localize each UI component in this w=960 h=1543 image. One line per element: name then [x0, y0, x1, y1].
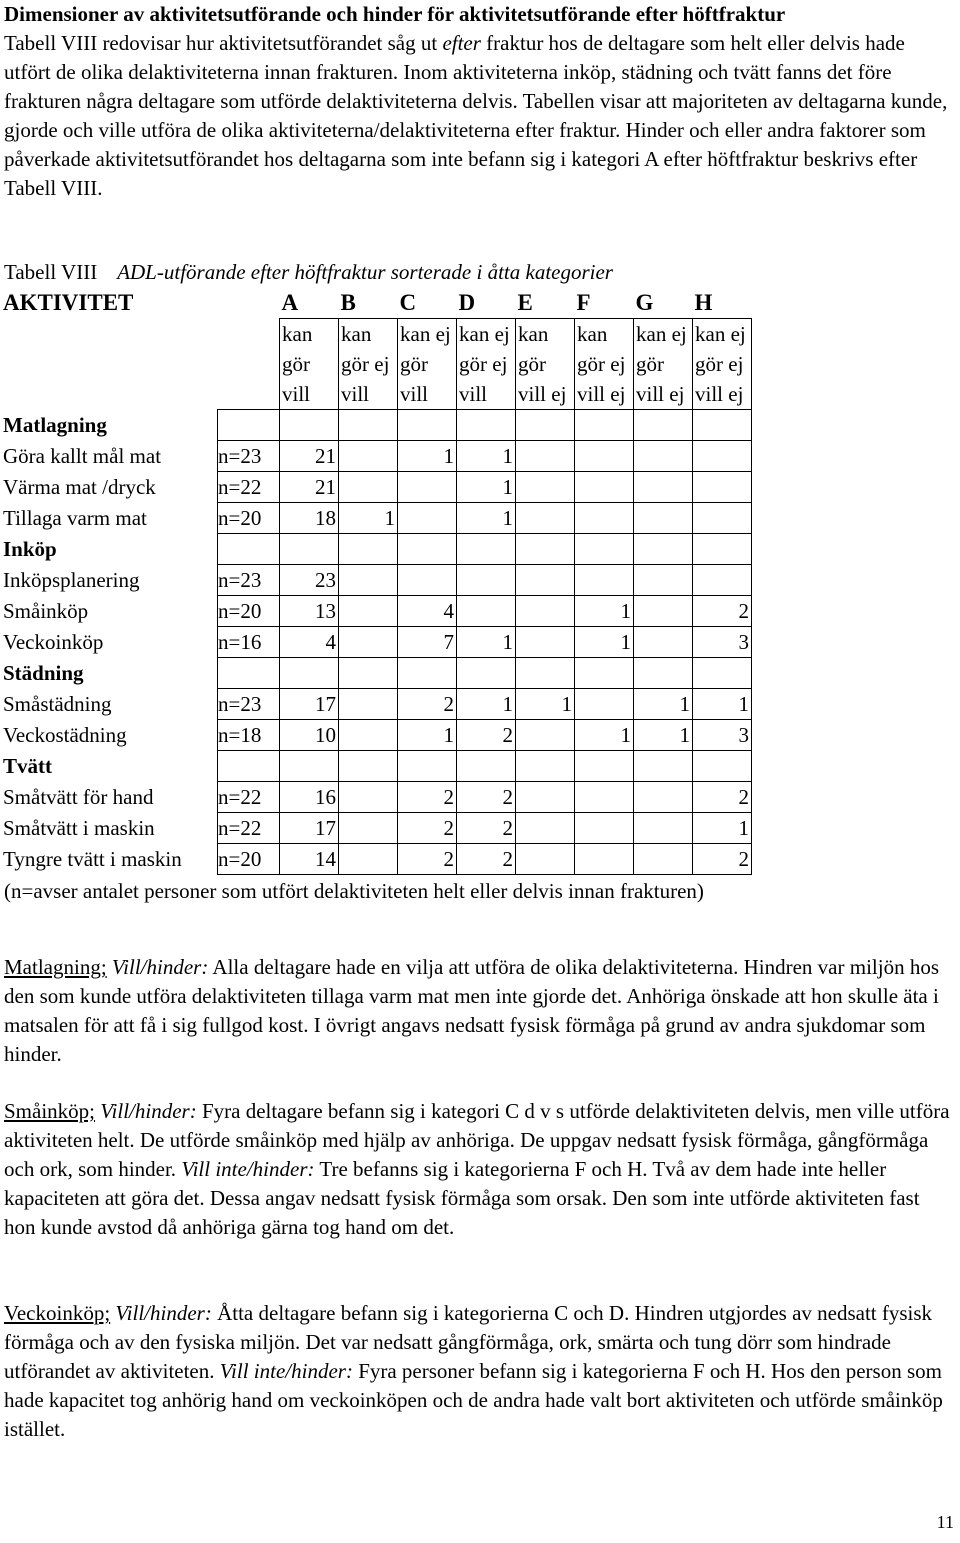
table-footnote: (n=avser antalet personer som utfört delaktiviteten helt eller delvis innan frakturen)	[4, 879, 704, 903]
subheader-line: vill	[341, 382, 370, 406]
activity-name: Göra kallt mål mat	[3, 444, 162, 468]
value-cell: 4	[398, 596, 457, 627]
n-count: n=22	[218, 813, 280, 844]
value-cell: 2	[457, 844, 516, 875]
value-cell	[516, 596, 575, 627]
value-cell	[339, 565, 398, 596]
value-cell: 2	[457, 813, 516, 844]
empty-cell	[516, 751, 575, 782]
value-cell	[634, 844, 693, 875]
activity-name: Tyngre tvätt i maskin	[3, 847, 182, 871]
paragraph-heading: Småinköp;	[4, 1099, 96, 1123]
value-cell	[339, 472, 398, 503]
value-cell: 21	[280, 472, 339, 503]
header-category: G	[635, 290, 654, 315]
value-cell: 7	[398, 627, 457, 658]
value-cell	[339, 596, 398, 627]
empty-cell	[516, 410, 575, 441]
value-cell: 1	[634, 689, 693, 720]
header-activity: AKTIVITET	[3, 290, 134, 316]
category-name: Matlagning	[3, 413, 107, 437]
activity-name: Värma mat /dryck	[3, 475, 156, 499]
value-cell	[516, 813, 575, 844]
empty-cell	[339, 410, 398, 441]
intro-text-start: Tabell VIII redovisar hur aktivitetsutförandet såg ut	[4, 31, 443, 55]
intro-text-rest: fraktur hos de deltagare som helt eller delvis hade utfört de olika delaktiviteterna innan frakturen. Inom aktiviteterna inköp, städning och tvätt fanns det före frakturen några deltagare som utförde delaktiviteterna delvis. Tabellen visar att majoriteten av deltagarna kunde, gjorde och ville utföra de olika aktiviteterna/delaktiviteterna efter fraktur. Hinder och eller andra faktorer som påverkade aktivitetsutförandet hos deltagarna som inte befann sig i kategori A efter höftfraktur beskrivs efter Tabell VIII.	[4, 31, 948, 200]
empty-cell	[516, 534, 575, 565]
value-cell	[634, 441, 693, 472]
header-category: B	[340, 290, 356, 315]
paragraph-italic-label: Vill/hinder:	[106, 955, 209, 979]
n-count: n=23	[218, 689, 280, 720]
subheader-line: gör	[636, 352, 664, 376]
subheader-line: kan	[577, 322, 608, 346]
table-row	[3, 782, 752, 813]
value-cell	[634, 472, 693, 503]
subheader-line: vill ej	[636, 382, 685, 406]
paragraph-italic-label: Vill/hinder:	[110, 1301, 212, 1325]
subheader-line: vill	[400, 382, 429, 406]
value-cell: 2	[457, 720, 516, 751]
value-cell	[693, 503, 752, 534]
value-cell	[398, 565, 457, 596]
empty-cell	[575, 751, 634, 782]
value-cell	[516, 472, 575, 503]
empty-cell	[218, 410, 280, 441]
table-row	[3, 441, 752, 472]
empty-cell	[634, 534, 693, 565]
table-caption	[4, 258, 613, 287]
subheader-cell	[280, 319, 339, 410]
subheader-line: kan ej	[636, 322, 687, 346]
paragraph-text: Alla deltagare hade en vilja att utföra de olika delaktiviteterna. Hindren var miljön hos den som kunde utföra delaktiviteten tillaga varm mat men inte gjorde det. Anhöriga önskade att hon skulle äta i matsalen för att få i sig fullgod kost. I övrigt angavs nedsatt fysisk förmåga på grund av andra sjukdomar som hinder.	[4, 955, 940, 1066]
value-cell	[693, 565, 752, 596]
category-name: Tvätt	[3, 754, 52, 778]
paragraph-text: Tre befanns sig i kategorierna F och H. Två av dem hade inte heller kapaciteten att göra det. Dessa angav nedsatt fysisk förmåga som orsak. Den som inte utförde aktiviteten fast hon kunde avstod då anhöriga gärna tog hand om det.	[4, 1157, 920, 1239]
value-cell: 13	[280, 596, 339, 627]
header-category: F	[576, 290, 591, 315]
value-cell	[693, 441, 752, 472]
empty-cell	[575, 658, 634, 689]
value-cell: 14	[280, 844, 339, 875]
n-count: n=23	[218, 441, 280, 472]
header-category: A	[281, 290, 299, 315]
empty-cell	[280, 534, 339, 565]
subheader-line: kan ej	[695, 322, 746, 346]
value-cell: 2	[693, 782, 752, 813]
subheader-line: vill ej	[518, 382, 567, 406]
n-count: n=20	[218, 503, 280, 534]
empty-cell	[634, 410, 693, 441]
value-cell	[575, 472, 634, 503]
table-header-row	[3, 288, 752, 319]
subheader-line: gör ej	[341, 352, 390, 376]
value-cell	[516, 441, 575, 472]
subheader-blank	[218, 319, 280, 410]
value-cell	[398, 472, 457, 503]
table-caption-description: ADL-utförande efter höftfraktur sorterade i åtta kategorier	[117, 260, 613, 284]
table-row	[3, 472, 752, 503]
category-row	[3, 658, 752, 689]
empty-cell	[218, 534, 280, 565]
subheader-line: kan	[282, 322, 313, 346]
empty-cell	[457, 534, 516, 565]
body-paragraph	[4, 1097, 956, 1242]
n-count: n=22	[218, 782, 280, 813]
value-cell: 2	[457, 782, 516, 813]
activity-name: Småtvätt i maskin	[3, 816, 155, 840]
table-row	[3, 596, 752, 627]
empty-cell	[218, 751, 280, 782]
paragraph-text: Fyra personer befann sig i kategorierna F och H. Hos den person som hade kapacitet tog anhörig hand om veckoinköpen och de andra hade valt bort aktiviteten och utförde småinköp istället.	[4, 1359, 943, 1441]
empty-cell	[218, 658, 280, 689]
value-cell: 2	[398, 689, 457, 720]
value-cell: 16	[280, 782, 339, 813]
value-cell	[634, 503, 693, 534]
value-cell	[575, 441, 634, 472]
table-subheader-row	[3, 319, 752, 410]
value-cell	[516, 844, 575, 875]
n-count: n=20	[218, 844, 280, 875]
value-cell: 1	[575, 627, 634, 658]
value-cell	[575, 689, 634, 720]
empty-cell	[339, 751, 398, 782]
value-cell	[339, 844, 398, 875]
empty-cell	[457, 751, 516, 782]
adl-table-body	[3, 288, 752, 875]
empty-cell	[693, 751, 752, 782]
empty-cell	[280, 751, 339, 782]
subheader-cell	[398, 319, 457, 410]
body-paragraph	[4, 1299, 956, 1444]
value-cell	[398, 503, 457, 534]
value-cell: 1	[339, 503, 398, 534]
empty-cell	[516, 658, 575, 689]
empty-cell	[693, 658, 752, 689]
value-cell	[634, 813, 693, 844]
empty-cell	[398, 751, 457, 782]
value-cell: 1	[398, 720, 457, 751]
value-cell: 17	[280, 813, 339, 844]
empty-cell	[634, 658, 693, 689]
paragraph-italic-label: Vill/hinder:	[95, 1099, 197, 1123]
subheader-line: kan ej	[459, 322, 510, 346]
subheader-line: gör ej	[695, 352, 744, 376]
subheader-line: vill ej	[577, 382, 626, 406]
value-cell: 1	[457, 472, 516, 503]
empty-cell	[398, 658, 457, 689]
subheader-line: gör ej	[577, 352, 626, 376]
subheader-line: kan	[518, 322, 549, 346]
activity-name: Småtvätt för hand	[3, 785, 154, 809]
paragraph-italic-label: Vill inte/hinder:	[181, 1157, 315, 1181]
subheader-line: gör	[282, 352, 310, 376]
value-cell: 2	[693, 844, 752, 875]
activity-name: Småinköp	[3, 599, 89, 623]
value-cell	[575, 813, 634, 844]
table-caption-label: Tabell VIII	[4, 260, 98, 284]
subheader-cell	[693, 319, 752, 410]
value-cell: 1	[398, 441, 457, 472]
value-cell	[634, 782, 693, 813]
n-count: n=18	[218, 720, 280, 751]
value-cell: 2	[398, 844, 457, 875]
paragraph-italic-label: Vill inte/hinder:	[219, 1359, 353, 1383]
empty-cell	[575, 534, 634, 565]
value-cell: 4	[280, 627, 339, 658]
value-cell	[339, 813, 398, 844]
value-cell: 3	[693, 720, 752, 751]
page-number: 11	[936, 1512, 954, 1532]
table-row	[3, 844, 752, 875]
empty-cell	[339, 658, 398, 689]
value-cell: 1	[693, 813, 752, 844]
value-cell: 1	[516, 689, 575, 720]
value-cell: 10	[280, 720, 339, 751]
n-count: n=20	[218, 596, 280, 627]
value-cell: 1	[457, 441, 516, 472]
value-cell	[575, 844, 634, 875]
table-row	[3, 813, 752, 844]
value-cell: 18	[280, 503, 339, 534]
document-page	[3, 0, 956, 1441]
value-cell	[516, 503, 575, 534]
table-row	[3, 720, 752, 751]
value-cell: 1	[575, 720, 634, 751]
value-cell: 3	[693, 627, 752, 658]
value-cell	[339, 782, 398, 813]
header-category: D	[458, 290, 476, 315]
category-row	[3, 410, 752, 441]
paragraph-text: Fyra deltagare befann sig i kategori C d v s utförde delaktiviteten delvis, men ville utföra aktiviteten helt. De utförde småinköp med hjälp av anhöriga. De uppgav nedsatt fysisk förmåga, gångförmåga och ork, som hinder.	[4, 1099, 950, 1181]
value-cell	[634, 565, 693, 596]
category-name: Inköp	[3, 537, 57, 561]
value-cell: 17	[280, 689, 339, 720]
value-cell	[339, 689, 398, 720]
value-cell	[693, 472, 752, 503]
subheader-line: gör	[518, 352, 546, 376]
empty-cell	[457, 410, 516, 441]
empty-cell	[280, 410, 339, 441]
table-row	[3, 565, 752, 596]
value-cell: 2	[398, 782, 457, 813]
value-cell	[634, 627, 693, 658]
value-cell	[634, 596, 693, 627]
subheader-cell	[634, 319, 693, 410]
activity-name: Veckostädning	[3, 723, 127, 747]
table-row	[3, 627, 752, 658]
value-cell	[516, 565, 575, 596]
header-category: C	[399, 290, 417, 315]
activity-name: Tillaga varm mat	[3, 506, 147, 530]
paragraph-heading: Matlagning;	[4, 955, 107, 979]
value-cell: 1	[457, 689, 516, 720]
body-paragraph	[4, 953, 956, 1069]
empty-cell	[280, 658, 339, 689]
value-cell	[575, 503, 634, 534]
empty-cell	[457, 658, 516, 689]
value-cell: 1	[634, 720, 693, 751]
category-name: Städning	[3, 661, 84, 685]
empty-cell	[398, 410, 457, 441]
subheader-line: gör	[400, 352, 428, 376]
empty-cell	[693, 410, 752, 441]
intro-paragraph	[4, 0, 956, 203]
subheader-cell	[575, 319, 634, 410]
subheader-line: vill ej	[695, 382, 744, 406]
subheader-blank	[3, 319, 218, 410]
paragraph-heading: Veckoinköp;	[4, 1301, 111, 1325]
table-row	[3, 503, 752, 534]
value-cell	[575, 565, 634, 596]
empty-cell	[634, 751, 693, 782]
subheader-line: vill	[459, 382, 488, 406]
category-row	[3, 534, 752, 565]
activity-name: Inköpsplanering	[3, 568, 140, 592]
value-cell	[516, 782, 575, 813]
value-cell	[516, 627, 575, 658]
value-cell	[516, 720, 575, 751]
activity-name: Småstädning	[3, 692, 112, 716]
n-count: n=22	[218, 472, 280, 503]
section-heading: Dimensioner av aktivitetsutförande och hinder för aktivitetsutförande efter höftfraktur	[4, 2, 786, 26]
subheader-line: kan	[341, 322, 372, 346]
subheader-line: kan ej	[400, 322, 451, 346]
value-cell: 21	[280, 441, 339, 472]
value-cell	[339, 627, 398, 658]
subheader-cell	[516, 319, 575, 410]
subheader-line: gör ej	[459, 352, 508, 376]
paragraph-text: Åtta deltagare befann sig i kategorierna C och D. Hindren utgjordes av nedsatt fysisk förmåga och av den fysiska miljön. Det var nedsatt gångförmåga, ork, smärta och tung dörr som hindrade utförandet av aktiviteten.	[4, 1301, 933, 1383]
value-cell	[457, 596, 516, 627]
n-count: n=16	[218, 627, 280, 658]
empty-cell	[575, 410, 634, 441]
activity-name: Veckoinköp	[3, 630, 104, 654]
empty-cell	[693, 534, 752, 565]
table-row	[3, 689, 752, 720]
value-cell	[339, 720, 398, 751]
value-cell: 1	[457, 627, 516, 658]
adl-table	[3, 288, 752, 875]
value-cell: 23	[280, 565, 339, 596]
value-cell	[575, 782, 634, 813]
value-cell	[339, 441, 398, 472]
subheader-cell	[339, 319, 398, 410]
header-category: E	[517, 290, 533, 315]
category-row	[3, 751, 752, 782]
n-count: n=23	[218, 565, 280, 596]
intro-italic-word: efter	[442, 31, 481, 55]
value-cell: 1	[575, 596, 634, 627]
subheader-line: vill	[282, 382, 311, 406]
empty-cell	[398, 534, 457, 565]
header-category: H	[694, 290, 713, 315]
value-cell: 2	[693, 596, 752, 627]
value-cell: 1	[693, 689, 752, 720]
value-cell: 1	[457, 503, 516, 534]
value-cell	[457, 565, 516, 596]
value-cell: 2	[398, 813, 457, 844]
subheader-cell	[457, 319, 516, 410]
empty-cell	[339, 534, 398, 565]
